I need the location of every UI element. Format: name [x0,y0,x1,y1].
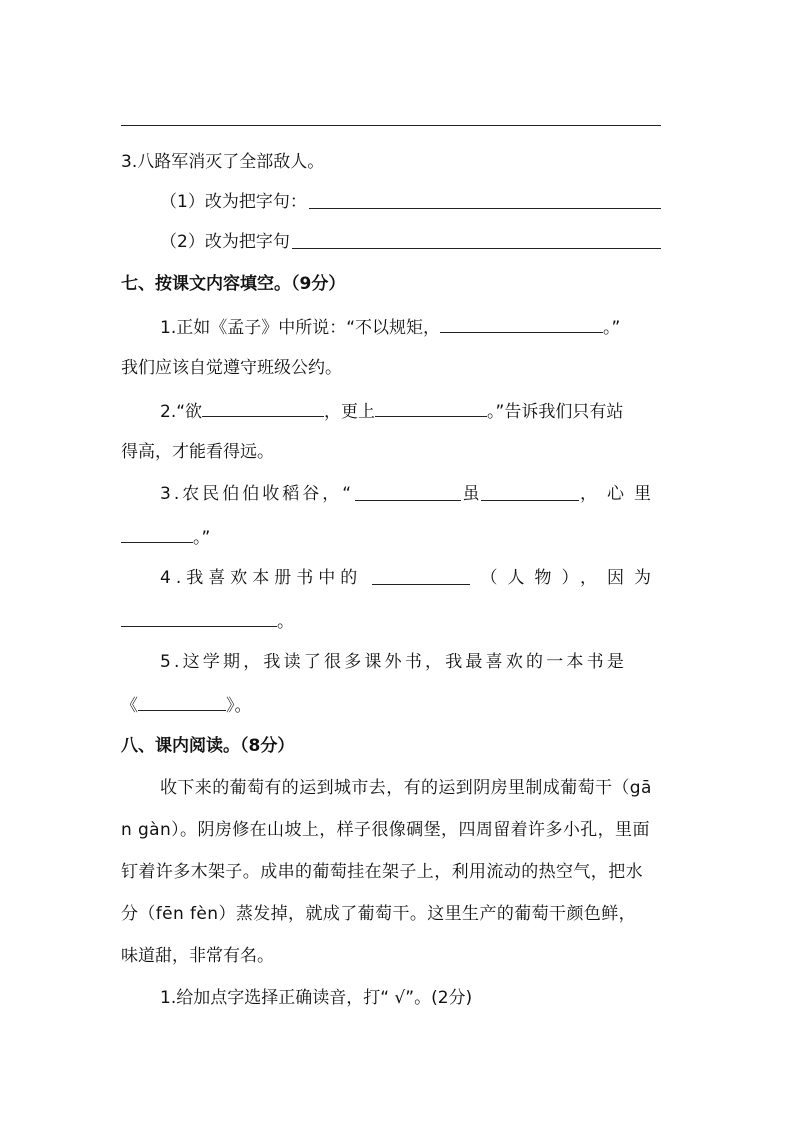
prompt-text: 2.“欲 [160,402,203,422]
section-heading-7: 七、按课文内容填空。（9分） [121,274,346,294]
question-6-3-1 [160,190,661,214]
answer-line[interactable] [121,125,661,126]
question-7-5-cont [121,692,661,718]
answer-blank[interactable] [292,230,661,249]
question-6-3-2 [160,230,661,254]
prompt-text: 。” [603,318,621,338]
question-8-1: 1.给加点字选择正确读音，打“ √”。(2分) [160,988,473,1008]
answer-blank[interactable] [138,692,226,711]
prompt-text: 《 [121,696,138,716]
answer-blank[interactable] [375,398,487,417]
question-7-2 [160,398,661,424]
answer-blank[interactable] [355,482,461,501]
prompt-text: 1.正如《孟子》中所说：“不以规矩， [160,318,441,338]
question-7-1-cont: 我们应该自觉遵守班级公约。 [121,358,342,378]
reading-passage-line: 钉着许多木架子。成串的葡萄挂在架子上，利用流动的热空气，把水 [121,862,643,882]
prompt-text: （人物），因为 [480,568,661,588]
question-7-4 [160,566,661,590]
prompt-text: 》。 [226,696,252,716]
question-7-3-cont [121,524,661,550]
answer-blank[interactable] [202,398,324,417]
answer-blank[interactable] [372,566,470,585]
answer-blank[interactable] [121,524,193,543]
prompt-text: （1）改为把字句： [160,192,307,212]
prompt-text: 。” [193,528,211,548]
answer-blank[interactable] [481,482,579,501]
prompt-text: ，更上 [324,402,376,422]
prompt-text: 4.我喜欢本册书中的 [160,568,363,588]
answer-blank[interactable] [121,608,277,627]
question-7-3 [160,482,661,506]
reading-passage-line: 味道甜，非常有名。 [121,946,274,966]
reading-passage-line: 分（fēn fèn）蒸发掉，就成了葡萄干。这里生产的葡萄干颜色鲜， [121,904,637,924]
prompt-text: 3.农民伯伯收稻谷，“ [160,484,355,504]
question-6-3: 3.八路军消灭了全部敌人。 [121,152,325,172]
answer-blank[interactable] [309,190,661,209]
reading-passage-line: n gàn）。阴房修在山坡上，样子很像碉堡，四周留着许多小孔，里面 [121,820,650,840]
reading-passage-line: 收下来的葡萄有的运到城市去，有的运到阴房里制成葡萄干（gā [160,778,652,798]
prompt-text: 。 [277,612,294,632]
question-7-4-cont [121,608,661,634]
prompt-text: （2）改为把字句 [160,232,290,252]
prompt-text: 虽 [462,484,480,504]
question-7-5: 5.这学期，我读了很多课外书，我最喜欢的一本书是 [160,652,628,672]
question-7-1 [160,314,661,340]
section-heading-8: 八、课内阅读。（8分） [121,736,295,756]
prompt-text: 。”告诉我们只有站 [487,402,624,422]
prompt-text: ，心里 [579,484,661,504]
answer-blank[interactable] [440,314,603,333]
question-7-2-cont: 得高，才能看得远。 [121,442,274,462]
